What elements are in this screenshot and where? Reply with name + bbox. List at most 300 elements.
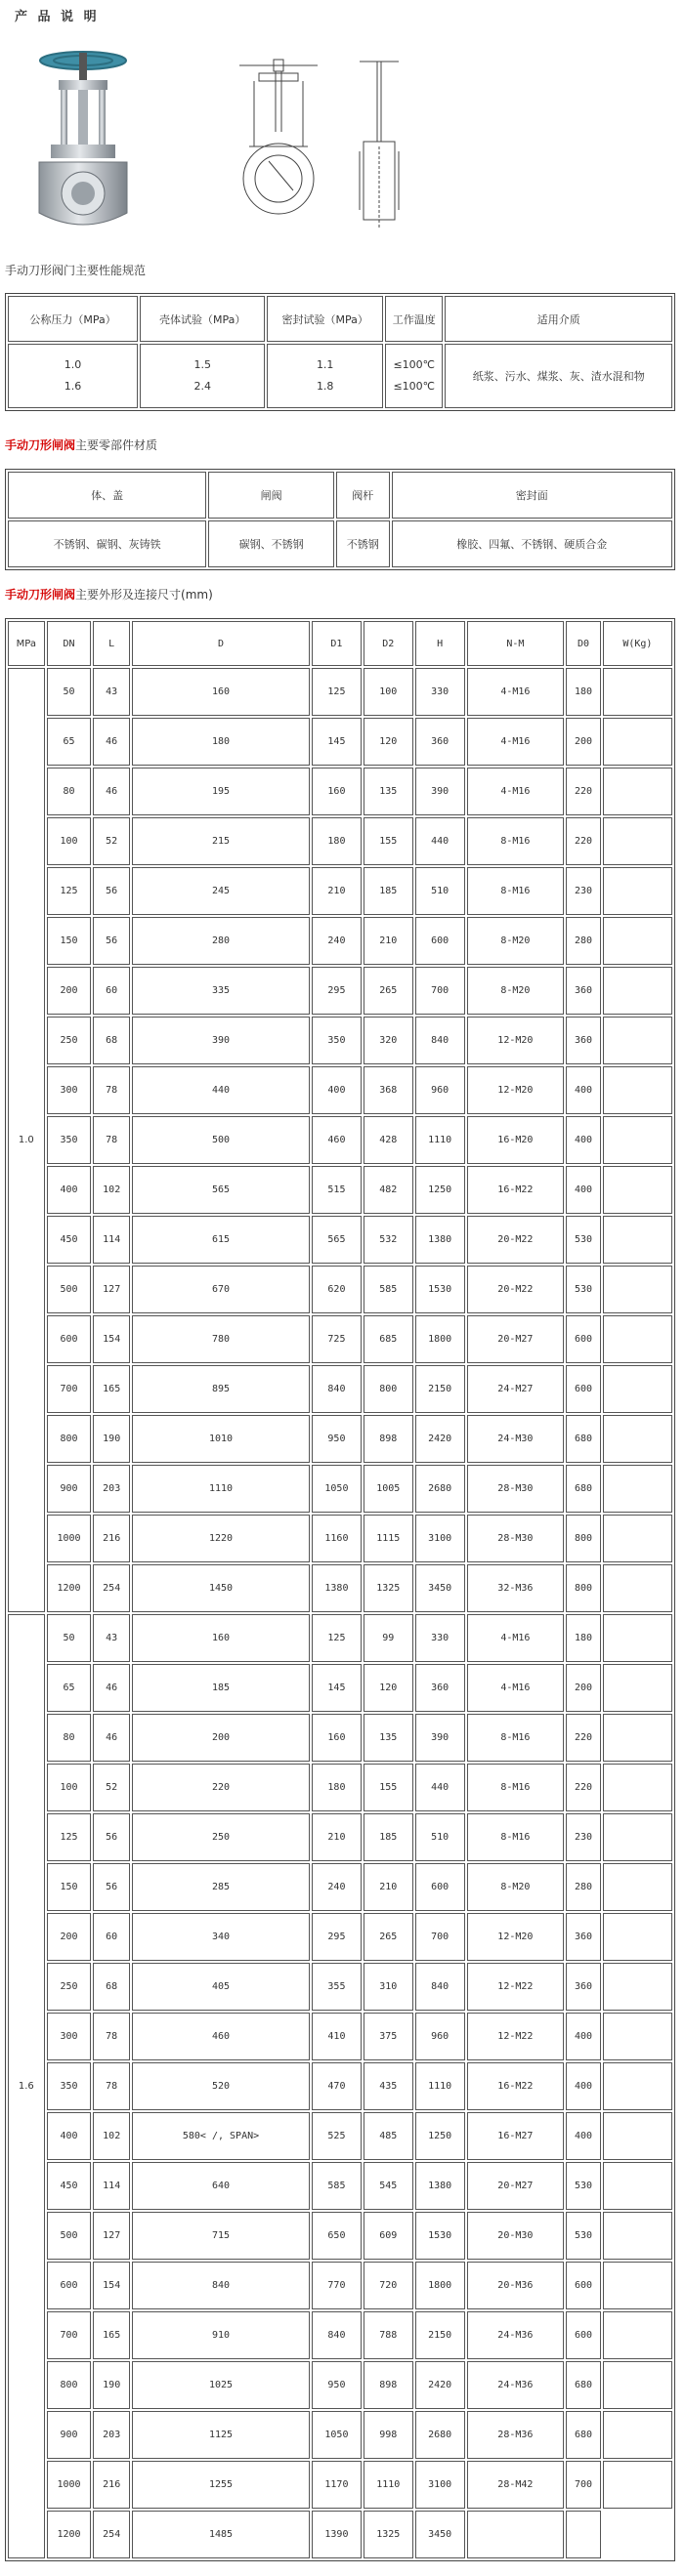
cell-l: 102	[93, 1166, 130, 1214]
cell-d2: 120	[364, 718, 413, 766]
cell-weight	[603, 1216, 672, 1264]
cell-n-m	[467, 2511, 565, 2558]
table-row	[8, 1863, 672, 1911]
cell-d0: 230	[566, 867, 601, 915]
value-gate: 碳钢、不锈钢	[208, 520, 334, 567]
table-row	[8, 1614, 672, 1662]
table-row	[8, 768, 672, 815]
cell-d: 200	[132, 1714, 310, 1762]
cell-h: 600	[415, 917, 465, 965]
cell-d: 840	[132, 2262, 310, 2309]
cell-d0: 400	[566, 1116, 601, 1164]
cell-dn: 1200	[47, 1564, 92, 1612]
cell-d1: 1160	[312, 1515, 362, 1562]
cell-d1: 565	[312, 1216, 362, 1264]
cell-d: 405	[132, 1963, 310, 2011]
cell-n-m: 24-M36	[467, 2311, 565, 2359]
cell-l: 102	[93, 2112, 130, 2160]
cell-weight	[603, 1066, 672, 1114]
cell-l: 114	[93, 1216, 130, 1264]
cell-shell	[140, 344, 265, 408]
cell-dn: 900	[47, 1465, 92, 1513]
cell-d: 780	[132, 1315, 310, 1363]
cell-dn: 50	[47, 1614, 92, 1662]
cell-d0: 200	[566, 718, 601, 766]
cell-d2: 99	[364, 1614, 413, 1662]
cell-weight	[603, 1465, 672, 1513]
table-row	[8, 1465, 672, 1513]
cell-n-m: 4-M16	[467, 668, 565, 716]
cell-n-m: 20-M22	[467, 1216, 565, 1264]
cell-h: 440	[415, 1764, 465, 1811]
cell-l: 56	[93, 1863, 130, 1911]
cell-d1: 350	[312, 1017, 362, 1064]
cell-weight	[603, 1166, 672, 1214]
cell-weight	[603, 2162, 672, 2210]
cell-n-m: 24-M27	[467, 1365, 565, 1413]
table-row	[8, 1664, 672, 1712]
cell-n-m: 24-M36	[467, 2361, 565, 2409]
cell-d0: 230	[566, 1813, 601, 1861]
table-row	[8, 2013, 672, 2060]
cell-h: 2680	[415, 1465, 465, 1513]
cell-dn: 800	[47, 1415, 92, 1463]
cell-n-m: 8-M16	[467, 867, 565, 915]
dimensions-caption	[5, 586, 213, 602]
cell-d2: 1110	[364, 2461, 413, 2509]
cell-d2: 898	[364, 1415, 413, 1463]
cell-d0: 400	[566, 2062, 601, 2110]
cell-d0: 600	[566, 1315, 601, 1363]
cell-weight	[603, 967, 672, 1015]
cell-n-m: 28-M36	[467, 2411, 565, 2459]
cell-d1: 770	[312, 2262, 362, 2309]
cell-d: 180	[132, 718, 310, 766]
cell-h: 2420	[415, 2361, 465, 2409]
cell-h: 1530	[415, 2212, 465, 2260]
section-title: 产 品 说 明	[15, 10, 100, 24]
table-row	[8, 817, 672, 865]
cell-d0: 600	[566, 1365, 601, 1413]
temp-2: ≤100℃	[393, 380, 436, 393]
cell-h: 1380	[415, 1216, 465, 1264]
cell-d: 390	[132, 1017, 310, 1064]
cell-d1: 400	[312, 1066, 362, 1114]
cell-h: 1110	[415, 1116, 465, 1164]
header-body: 体、盖	[8, 472, 206, 519]
cell-dn: 200	[47, 967, 92, 1015]
cell-l: 52	[93, 1764, 130, 1811]
cell-d1: 470	[312, 2062, 362, 2110]
cell-d2: 898	[364, 2361, 413, 2409]
cell-dn: 400	[47, 1166, 92, 1214]
cell-d2: 210	[364, 917, 413, 965]
cell-d2: 135	[364, 768, 413, 815]
header-weight: W(Kg)	[603, 621, 672, 666]
cell-dn: 125	[47, 1813, 92, 1861]
cell-l: 190	[93, 1415, 130, 1463]
header-n-m: N-M	[467, 621, 565, 666]
cell-n-m: 8-M16	[467, 817, 565, 865]
cell-dn: 150	[47, 917, 92, 965]
header-working-temp: 工作温度	[385, 296, 443, 342]
cell-weight	[603, 2212, 672, 2260]
cell-d1: 1170	[312, 2461, 362, 2509]
shell-1: 1.5	[193, 358, 211, 371]
materials-caption-rest: 主要零部件材质	[75, 438, 158, 452]
cell-d1: 460	[312, 1116, 362, 1164]
cell-d: 640	[132, 2162, 310, 2210]
cell-dn: 250	[47, 1017, 92, 1064]
cell-l: 203	[93, 2411, 130, 2459]
table-row	[8, 1365, 672, 1413]
cell-n-m: 4-M16	[467, 1664, 565, 1712]
cell-d1: 125	[312, 1614, 362, 1662]
cell-h: 1250	[415, 1166, 465, 1214]
cell-h: 2150	[415, 2311, 465, 2359]
cell-d2: 800	[364, 1365, 413, 1413]
cell-d0: 680	[566, 1465, 601, 1513]
cell-d0: 600	[566, 2311, 601, 2359]
header-d2: D2	[364, 621, 413, 666]
cell-temp	[385, 344, 443, 408]
pn-1: 1.0	[64, 358, 82, 371]
cell-d0: 280	[566, 917, 601, 965]
cell-dn: 1000	[47, 2461, 92, 2509]
cell-d: 215	[132, 817, 310, 865]
cell-d1: 410	[312, 2013, 362, 2060]
value-stem: 不锈钢	[336, 520, 390, 567]
cell-d: 715	[132, 2212, 310, 2260]
cell-d: 340	[132, 1913, 310, 1961]
cell-l: 127	[93, 1266, 130, 1313]
shell-2: 2.4	[193, 380, 211, 393]
cell-d0: 360	[566, 967, 601, 1015]
cell-weight	[603, 668, 672, 716]
header-nominal-pressure: 公称压力（MPa）	[8, 296, 138, 342]
cell-d1: 210	[312, 867, 362, 915]
cell-dn: 100	[47, 817, 92, 865]
cell-d0: 360	[566, 1963, 601, 2011]
cell-d: 335	[132, 967, 310, 1015]
cell-l: 114	[93, 2162, 130, 2210]
cell-h: 2150	[415, 1365, 465, 1413]
cell-d: 160	[132, 668, 310, 716]
cell-dn: 250	[47, 1963, 92, 2011]
dimensions-caption-red: 手动刀形闸阀	[5, 588, 76, 602]
cell-d: 250	[132, 1813, 310, 1861]
dimensions-caption-rest: 主要外形及连接尺寸(mm)	[75, 588, 213, 602]
cell-d0: 400	[566, 1066, 601, 1114]
cell-d1: 1050	[312, 1465, 362, 1513]
cell-d0: 360	[566, 1017, 601, 1064]
cell-d: 1255	[132, 2461, 310, 2509]
cell-d: 160	[132, 1614, 310, 1662]
cell-n-m: 20-M27	[467, 2162, 565, 2210]
cell-d2: 368	[364, 1066, 413, 1114]
cell-d1: 125	[312, 668, 362, 716]
cell-d: 440	[132, 1066, 310, 1114]
cell-d1: 620	[312, 1266, 362, 1313]
cell-l: 78	[93, 2013, 130, 2060]
cell-h: 2420	[415, 1415, 465, 1463]
cell-d: 220	[132, 1764, 310, 1811]
cell-d2: 1325	[364, 2511, 413, 2558]
cell-h: 510	[415, 867, 465, 915]
cell-n-m: 12-M20	[467, 1066, 565, 1114]
cell-d2: 1005	[364, 1465, 413, 1513]
cell-dn: 65	[47, 1664, 92, 1712]
temp-1: ≤100℃	[393, 358, 436, 371]
cell-d0: 220	[566, 1714, 601, 1762]
table-row	[8, 2162, 672, 2210]
table-row	[8, 1515, 672, 1562]
table-row	[8, 1714, 672, 1762]
cell-d2: 788	[364, 2311, 413, 2359]
cell-n-m: 20-M22	[467, 1266, 565, 1313]
cell-h: 840	[415, 1963, 465, 2011]
header-d: D	[132, 621, 310, 666]
cell-d2: 210	[364, 1863, 413, 1911]
cell-dn: 500	[47, 1266, 92, 1313]
cell-d1: 840	[312, 1365, 362, 1413]
cell-n-m: 16-M22	[467, 1166, 565, 1214]
cell-pn	[8, 344, 138, 408]
table-row	[8, 967, 672, 1015]
cell-d1: 160	[312, 768, 362, 815]
cell-n-m: 8-M16	[467, 1714, 565, 1762]
table-row	[8, 1564, 672, 1612]
cell-dn: 350	[47, 1116, 92, 1164]
materials-table	[5, 469, 675, 570]
cell-l: 154	[93, 2262, 130, 2309]
cell-l: 203	[93, 1465, 130, 1513]
cell-weight	[603, 1116, 672, 1164]
cell-n-m: 8-M20	[467, 917, 565, 965]
cell-l: 56	[93, 1813, 130, 1861]
header-seal-test: 密封试验（MPa）	[267, 296, 383, 342]
cell-l: 46	[93, 1664, 130, 1712]
header-d0: D0	[566, 621, 601, 666]
cell-l: 43	[93, 1614, 130, 1662]
cell-d2: 485	[364, 2112, 413, 2160]
cell-h: 510	[415, 1813, 465, 1861]
cell-d: 1125	[132, 2411, 310, 2459]
cell-d2: 100	[364, 668, 413, 716]
cell-weight	[603, 1515, 672, 1562]
cell-d: 580< /, SPAN>	[132, 2112, 310, 2160]
cell-d2: 185	[364, 1813, 413, 1861]
cell-h: 1110	[415, 2062, 465, 2110]
cell-n-m: 32-M36	[467, 1564, 565, 1612]
cell-d0: 700	[566, 2461, 601, 2509]
cell-d: 1110	[132, 1465, 310, 1513]
cell-n-m: 12-M22	[467, 1963, 565, 2011]
cell-n-m: 28-M42	[467, 2461, 565, 2509]
cell-d: 285	[132, 1863, 310, 1911]
cell-n-m: 4-M16	[467, 718, 565, 766]
cell-d0: 400	[566, 1166, 601, 1214]
cell-n-m: 12-M20	[467, 1913, 565, 1961]
cell-d1: 585	[312, 2162, 362, 2210]
valve-photo	[29, 47, 137, 232]
cell-l: 165	[93, 2311, 130, 2359]
pn-2: 1.6	[64, 380, 82, 393]
cell-d: 1025	[132, 2361, 310, 2409]
cell-weight	[566, 2511, 601, 2558]
performance-caption: 手动刀形阀门主要性能规范	[5, 264, 147, 277]
cell-l: 154	[93, 1315, 130, 1363]
cell-weight	[603, 1564, 672, 1612]
header-stem: 阀杆	[336, 472, 390, 519]
cell-h: 3450	[415, 2511, 465, 2558]
cell-d1: 180	[312, 1764, 362, 1811]
cell-n-m: 28-M30	[467, 1465, 565, 1513]
cell-dn: 600	[47, 1315, 92, 1363]
cell-weight	[603, 2262, 672, 2309]
cell-weight	[603, 1764, 672, 1811]
cell-weight	[603, 2311, 672, 2359]
cell-d: 910	[132, 2311, 310, 2359]
cell-d0: 600	[566, 2262, 601, 2309]
cell-h: 960	[415, 1066, 465, 1114]
cell-l: 60	[93, 1913, 130, 1961]
cell-d0: 220	[566, 817, 601, 865]
cell-d: 670	[132, 1266, 310, 1313]
header-l: L	[93, 621, 130, 666]
cell-weight	[603, 1714, 672, 1762]
cell-d1: 295	[312, 967, 362, 1015]
cell-dn: 500	[47, 2212, 92, 2260]
cell-h: 840	[415, 1017, 465, 1064]
cell-h: 390	[415, 1714, 465, 1762]
table-row	[8, 2511, 672, 2558]
cell-d: 280	[132, 917, 310, 965]
cell-d1: 240	[312, 917, 362, 965]
cell-l: 46	[93, 718, 130, 766]
cell-dn: 1200	[47, 2511, 92, 2558]
table-row	[8, 1166, 672, 1214]
cell-d2: 545	[364, 2162, 413, 2210]
cell-weight	[603, 867, 672, 915]
cell-l: 254	[93, 1564, 130, 1612]
cell-n-m: 20-M36	[467, 2262, 565, 2309]
header-mpa: MPa	[8, 621, 45, 666]
cell-dn: 900	[47, 2411, 92, 2459]
table-row	[8, 2411, 672, 2459]
table-row	[8, 718, 672, 766]
cell-d0: 680	[566, 2361, 601, 2409]
cell-weight	[603, 917, 672, 965]
cell-d2: 1325	[364, 1564, 413, 1612]
cell-weight	[603, 768, 672, 815]
cell-d0: 680	[566, 1415, 601, 1463]
cell-d: 1485	[132, 2511, 310, 2558]
table-row	[8, 2212, 672, 2260]
cell-h: 440	[415, 817, 465, 865]
cell-h: 1250	[415, 2112, 465, 2160]
cell-n-m: 20-M27	[467, 1315, 565, 1363]
cell-h: 600	[415, 1863, 465, 1911]
cell-l: 60	[93, 967, 130, 1015]
cell-d2: 155	[364, 817, 413, 865]
cell-d0: 530	[566, 1216, 601, 1264]
table-row	[8, 867, 672, 915]
cell-weight	[603, 1365, 672, 1413]
table-row	[8, 1415, 672, 1463]
cell-h: 360	[415, 1664, 465, 1712]
cell-weight	[603, 1664, 672, 1712]
cell-dn: 700	[47, 2311, 92, 2359]
table-row	[8, 1913, 672, 1961]
cell-d0: 280	[566, 1863, 601, 1911]
cell-weight	[603, 1863, 672, 1911]
cell-n-m: 16-M20	[467, 1116, 565, 1164]
cell-weight	[603, 817, 672, 865]
cell-d2: 265	[364, 967, 413, 1015]
table-row	[8, 1017, 672, 1064]
cell-d2: 998	[364, 2411, 413, 2459]
cell-h: 3100	[415, 1515, 465, 1562]
cell-d1: 950	[312, 2361, 362, 2409]
valve-drawing	[235, 54, 410, 234]
cell-dn: 125	[47, 867, 92, 915]
table-row	[8, 2311, 672, 2359]
cell-d0: 530	[566, 1266, 601, 1313]
cell-dn: 150	[47, 1863, 92, 1911]
cell-n-m: 12-M20	[467, 1017, 565, 1064]
table-row	[8, 2112, 672, 2160]
materials-caption-red: 手动刀形闸阀	[5, 438, 76, 452]
cell-d2: 435	[364, 2062, 413, 2110]
table-row	[8, 2461, 672, 2509]
cell-dn: 100	[47, 1764, 92, 1811]
cell-dn: 65	[47, 718, 92, 766]
performance-table	[5, 293, 675, 411]
cell-seal	[267, 344, 383, 408]
cell-d2: 428	[364, 1116, 413, 1164]
cell-d0: 800	[566, 1564, 601, 1612]
cell-n-m: 28-M30	[467, 1515, 565, 1562]
cell-d0: 200	[566, 1664, 601, 1712]
cell-h: 960	[415, 2013, 465, 2060]
cell-d1: 295	[312, 1913, 362, 1961]
cell-weight	[603, 1614, 672, 1662]
cell-h: 1800	[415, 2262, 465, 2309]
cell-l: 254	[93, 2511, 130, 2558]
header-dn: DN	[47, 621, 92, 666]
table-row	[8, 1813, 672, 1861]
cell-n-m: 8-M16	[467, 1813, 565, 1861]
cell-d0: 800	[566, 1515, 601, 1562]
cell-weight	[603, 1315, 672, 1363]
cell-h: 700	[415, 967, 465, 1015]
cell-l: 165	[93, 1365, 130, 1413]
cell-weight	[603, 2013, 672, 2060]
cell-d2: 120	[364, 1664, 413, 1712]
cell-l: 56	[93, 867, 130, 915]
cell-d2: 685	[364, 1315, 413, 1363]
cell-d2: 609	[364, 2212, 413, 2260]
cell-h: 3450	[415, 1564, 465, 1612]
table-row	[8, 1266, 672, 1313]
cell-weight	[603, 2361, 672, 2409]
cell-l: 216	[93, 2461, 130, 2509]
cell-d: 615	[132, 1216, 310, 1264]
cell-dn: 350	[47, 2062, 92, 2110]
table-row	[8, 1216, 672, 1264]
table-row	[8, 1764, 672, 1811]
